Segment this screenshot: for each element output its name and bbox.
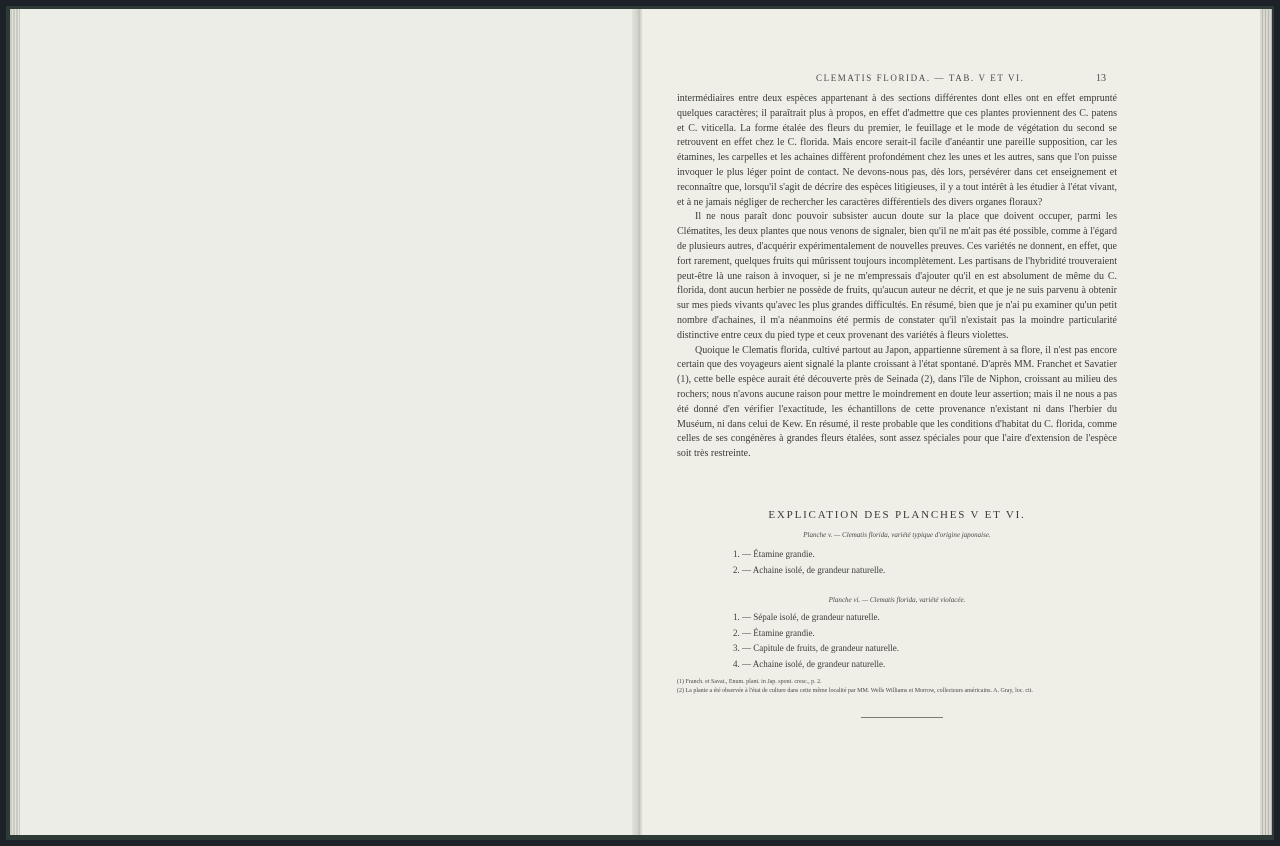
paragraph-1: intermédiaires entre deux espèces appartenant à des sections différentes dont elles ont en effet emprunté quelques caractères; il paraîtrait plus à propos, en effet d'admettre que ces plantes proviennent des C. patens et C. viticella. La forme étalée des fleurs du premier, le feuillage et le mode de végétation du second se retrouvent en effet chez le C. florida. Mais encore serait-il facile d'anéantir une pareille supposition, car les étamines, les carpelles et les achaines diffèrent profondément chez les unes et les autres, sans que l'on puisse invoquer le plus léger point de contact. Ne devons-nous pas, dès lors, persévérer dans cet enseignement et reconnaître que, lorsqu'il s'agit de décrire des espèces litigieuses, il y a tout intérêt à les étudier à l'état vivant, et à ne jamais négliger de rechercher les caractères différentiels des divers organes floraux? (677, 93, 1117, 208)
footnote-2: (2) La plante a été observée à l'état de culture dans cette même localité par MM. Wells Williams et Morrow, collecteurs américains. A. Gray, loc. cit. (677, 687, 1033, 694)
figure-item: 1. — Sépale isolé, de grandeur naturelle. (733, 612, 880, 622)
plate-v-figures (733, 547, 885, 578)
body-text (677, 92, 1117, 462)
end-rule (861, 717, 943, 718)
footnote-1: (1) Franch. et Savat., Enum. plant. in Jap. spont. cresc., p. 2. (677, 679, 822, 685)
section-title: EXPLICATION DES PLANCHES V ET VI. (768, 509, 1026, 521)
left-page-edge (10, 9, 20, 835)
plate-vi-caption: Planche vi. — Clematis florida, variété violacée. (828, 596, 966, 604)
paragraph-3: Quoique le Clematis florida, cultivé partout au Japon, appartienne sûrement à sa flore, il n'est pas encore certain que des voyageurs aient signalé la plante croissant à l'état spontané. D'après MM. Franchet et Savatier (1), cette belle espèce aurait été découverte près de Seinada (2), dans l'île de Niphon, croissant au milieu des rochers; nous n'avons aucune raison pour mettre le moindrement en doute leur assertion; mais il ne nous a pas été donné d'en vérifier l'exactitude, les échantillons de cette provenance n'existant ni dans l'herbier du Muséum, ni dans celui de Kew. En résumé, il reste probable que les conditions d'habitat du C. florida, comme celles de ses congénères à grandes fleurs étalées, sont assez spéciales pour que l'aire d'extension de l'espèce soit très restreinte. (677, 344, 1117, 460)
plate-vi-figures (733, 610, 899, 672)
page-number: 13 (1096, 73, 1106, 84)
figure-item: 4. — Achaine isolé, de grandeur naturelle. (733, 658, 886, 669)
left-page-blank (20, 9, 638, 835)
figure-item: 3. — Capitule de fruits, de grandeur naturelle. (733, 643, 899, 653)
footnotes (677, 678, 1117, 695)
paragraph-2: Il ne nous paraît donc pouvoir subsister aucun doute sur la place que doivent occuper, parmi les Clématites, les deux plantes que nous venons de signaler, bien qu'il ne m'ait pas été possible, comme à l'égard de plusieurs autres, d'acquérir expérimentalement de nouvelles preuves. Ces variétés ne donnent, en effet, que fort rarement, quelques fruits qui mûrissent toujours incomplètement. Les partisans de l'hybridité trouveraient peut-être là une raison à invoquer, si je ne m'empressais d'ajouter qu'il en est absolument de même du C. florida, dont aucun herbier ne possède de fruits, qu'aucun auteur ne décrit, et que je ne suis parvenu à obtenir sur mes pieds vivants qu'avec les plus grandes difficultés. En résumé, bien que je n'ai pu examiner qu'un petit nombre d'achaines, il m'a néanmoins été permis de constater qu'il n'existait pas la moindre particularité distinctive entre ceux du pied type et ceux provenant des variétés à fleurs violettes. (677, 211, 1117, 341)
figure-item: 2. — Achaine isolé, de grandeur naturelle. (733, 564, 886, 575)
figure-item: 1. — Étamine grandie. (733, 549, 815, 559)
figure-item: 2. — Étamine grandie. (733, 627, 815, 638)
plate-v-caption: Planche v. — Clematis florida, variété typique d'origine japonaise. (803, 531, 991, 539)
right-page-edge (1260, 9, 1272, 835)
running-head: CLEMATIS FLORIDA. — TAB. V ET VI. (816, 73, 1025, 83)
